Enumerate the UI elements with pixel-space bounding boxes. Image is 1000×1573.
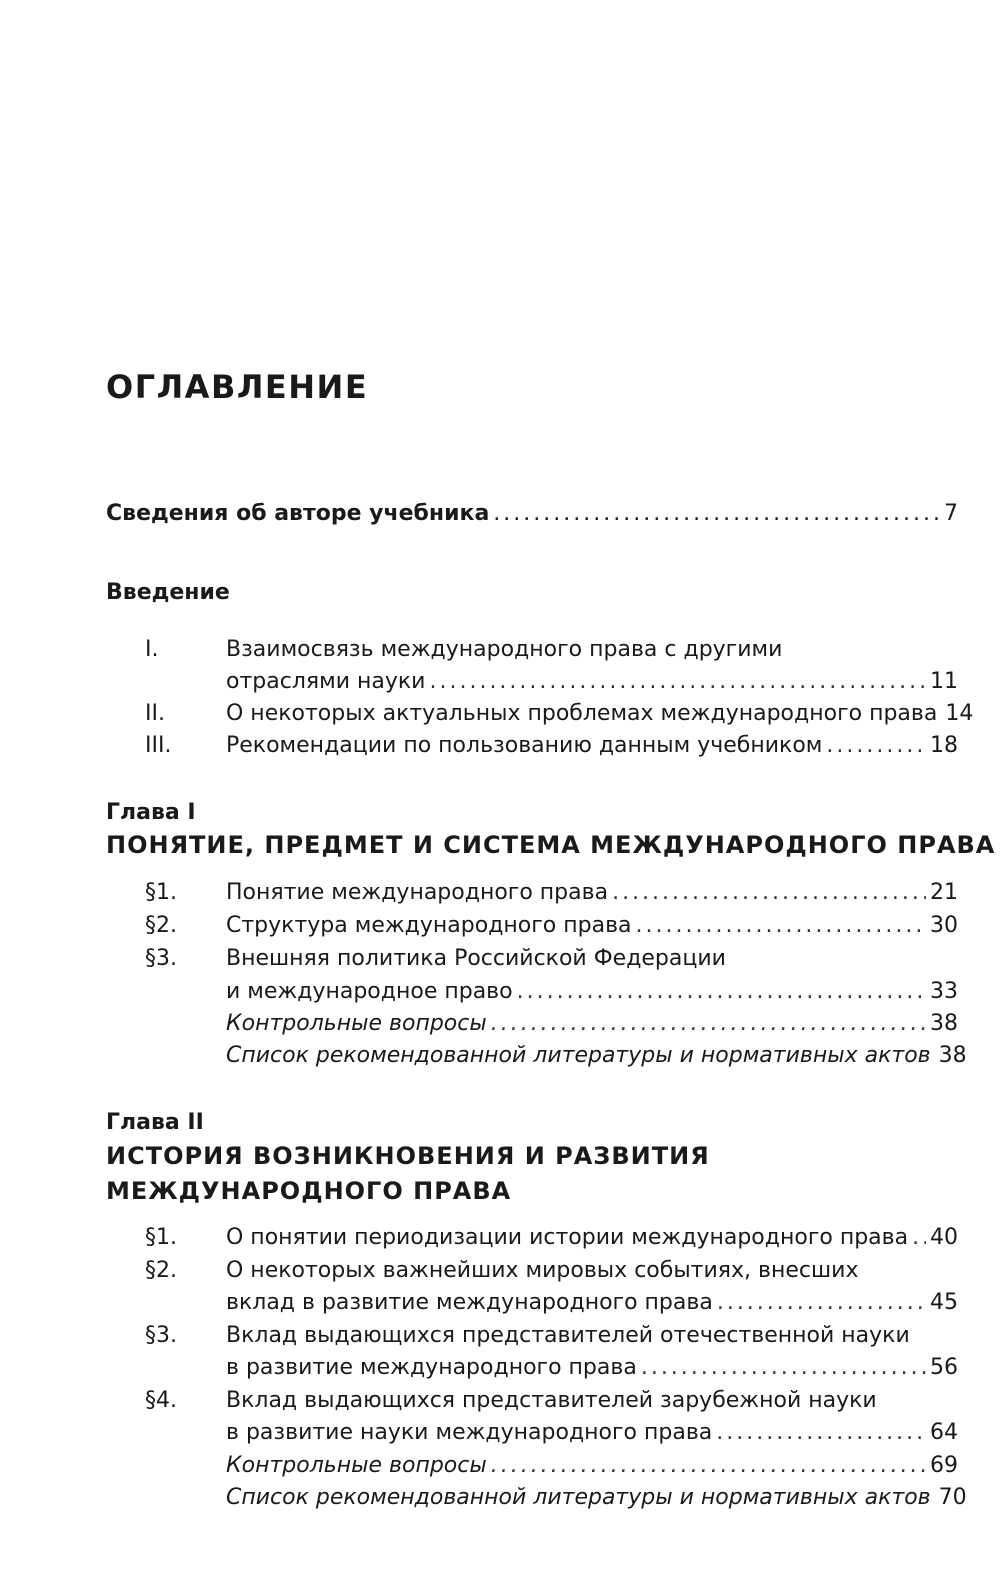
toc-entry-ch1-3-line1[interactable] xyxy=(0,943,1000,975)
entry-text: Понятие международного права xyxy=(226,880,609,905)
entry-text: и международное право xyxy=(226,979,513,1004)
toc-entry-ch2-literature[interactable] xyxy=(0,1482,1000,1514)
dot-leader xyxy=(517,976,926,1008)
entry-number: §4. xyxy=(145,1388,177,1413)
dot-leader xyxy=(912,1222,926,1254)
entry-number: §3. xyxy=(145,946,177,971)
entry-text: О понятии периодизации истории международного права xyxy=(226,1225,909,1250)
entry-page: 7 xyxy=(944,501,958,526)
chapter-2-title-line1: ИСТОРИЯ ВОЗНИКНОВЕНИЯ И РАЗВИТИЯ xyxy=(106,1142,710,1170)
toc-entry-ch1-questions[interactable] xyxy=(0,1008,1000,1040)
dot-leader xyxy=(641,1352,926,1384)
entry-text: Взаимосвязь международного права с другими xyxy=(226,637,783,662)
chapter-1-title: ПОНЯТИЕ, ПРЕДМЕТ И СИСТЕМА МЕЖДУНАРОДНОГО ПРАВА xyxy=(106,831,996,859)
entry-page: 18 xyxy=(930,733,958,758)
entry-text: Вклад выдающихся представителей отечественной науки xyxy=(226,1323,910,1348)
toc-entry-ch1-2[interactable] xyxy=(0,910,1000,942)
entry-number: §2. xyxy=(145,913,177,938)
dot-leader xyxy=(429,666,926,698)
toc-entry-ch2-2-line1[interactable] xyxy=(0,1255,1000,1287)
entry-page: 38 xyxy=(930,1011,958,1036)
toc-entry-ch2-4-line2[interactable] xyxy=(0,1417,1000,1449)
entry-page: 21 xyxy=(930,880,958,905)
dot-leader xyxy=(491,1008,926,1040)
chapter-1-label: Глава I xyxy=(106,800,196,825)
page-title: ОГЛАВЛЕНИЕ xyxy=(106,368,369,406)
entry-page: 64 xyxy=(930,1420,958,1445)
entry-text: Структура международного права xyxy=(226,913,632,938)
toc-entry-intro-1-line2[interactable] xyxy=(0,666,1000,698)
dot-leader xyxy=(612,877,926,909)
entry-number: §2. xyxy=(145,1258,177,1283)
toc-entry-ch2-1[interactable] xyxy=(0,1222,1000,1254)
toc-entry-ch2-3-line1[interactable] xyxy=(0,1320,1000,1352)
toc-entry-intro-2[interactable] xyxy=(0,698,1000,730)
chapter-2-title-line2: МЕЖДУНАРОДНОГО ПРАВА xyxy=(106,1177,512,1205)
entry-number: I. xyxy=(145,637,159,662)
toc-entry-ch2-2-line2[interactable] xyxy=(0,1287,1000,1319)
entry-page: 14 xyxy=(945,701,974,726)
toc-entry-intro-3[interactable] xyxy=(0,730,1000,762)
entry-page: 45 xyxy=(930,1290,958,1315)
dot-leader xyxy=(491,1450,926,1482)
entry-text: отраслями науки xyxy=(226,669,426,694)
entry-page: 40 xyxy=(930,1225,958,1250)
entry-text: Внешняя политика Российской Федерации xyxy=(226,946,726,971)
entry-text: вклад в развитие международного права xyxy=(226,1290,713,1315)
toc-entry-intro-1-line1[interactable] xyxy=(0,634,1000,666)
dot-leader xyxy=(826,730,926,762)
entry-text: Контрольные вопросы xyxy=(226,1011,487,1036)
intro-heading: Введение xyxy=(106,580,230,605)
toc-entry-ch1-1[interactable] xyxy=(0,877,1000,909)
toc-entry-ch1-3-line2[interactable] xyxy=(0,976,1000,1008)
entry-text: О некоторых важнейших мировых событиях, внесших xyxy=(226,1258,859,1283)
entry-text: Сведения об авторе учебника xyxy=(106,501,490,526)
toc-entry-ch2-4-line1[interactable] xyxy=(0,1385,1000,1417)
dot-leader xyxy=(636,910,926,942)
dot-leader xyxy=(717,1287,926,1319)
entry-page: 11 xyxy=(930,669,958,694)
entry-text: Список рекомендованной литературы и нормативных актов xyxy=(226,1043,931,1068)
entry-text: в развитие науки международного права xyxy=(226,1420,713,1445)
dot-leader xyxy=(493,498,940,530)
entry-page: 69 xyxy=(930,1453,958,1478)
entry-number: §1. xyxy=(145,880,177,905)
entry-page: 56 xyxy=(930,1355,958,1380)
entry-page: 38 xyxy=(938,1043,967,1068)
entry-text: Список рекомендованной литературы и нормативных актов xyxy=(226,1485,931,1510)
entry-page: 70 xyxy=(938,1485,967,1510)
entry-text: Рекомендации по пользованию данным учебником xyxy=(226,733,823,758)
toc-entry-ch2-3-line2[interactable] xyxy=(0,1352,1000,1384)
entry-text: Контрольные вопросы xyxy=(226,1453,487,1478)
toc-entry-author-info[interactable] xyxy=(106,498,958,530)
entry-number: §1. xyxy=(145,1225,177,1250)
dot-leader xyxy=(716,1417,926,1449)
toc-entry-ch1-literature[interactable] xyxy=(0,1040,1000,1072)
entry-page: 33 xyxy=(930,979,958,1004)
entry-text: О некоторых актуальных проблемах международного права xyxy=(226,701,938,726)
entry-text: в развитие международного права xyxy=(226,1355,637,1380)
entry-number: II. xyxy=(145,701,165,726)
entry-number: III. xyxy=(145,733,172,758)
entry-number: §3. xyxy=(145,1323,177,1348)
chapter-2-label: Глава II xyxy=(106,1110,204,1135)
entry-text: Вклад выдающихся представителей зарубежной науки xyxy=(226,1388,877,1413)
toc-entry-ch2-questions[interactable] xyxy=(0,1450,1000,1482)
entry-page: 30 xyxy=(930,913,958,938)
